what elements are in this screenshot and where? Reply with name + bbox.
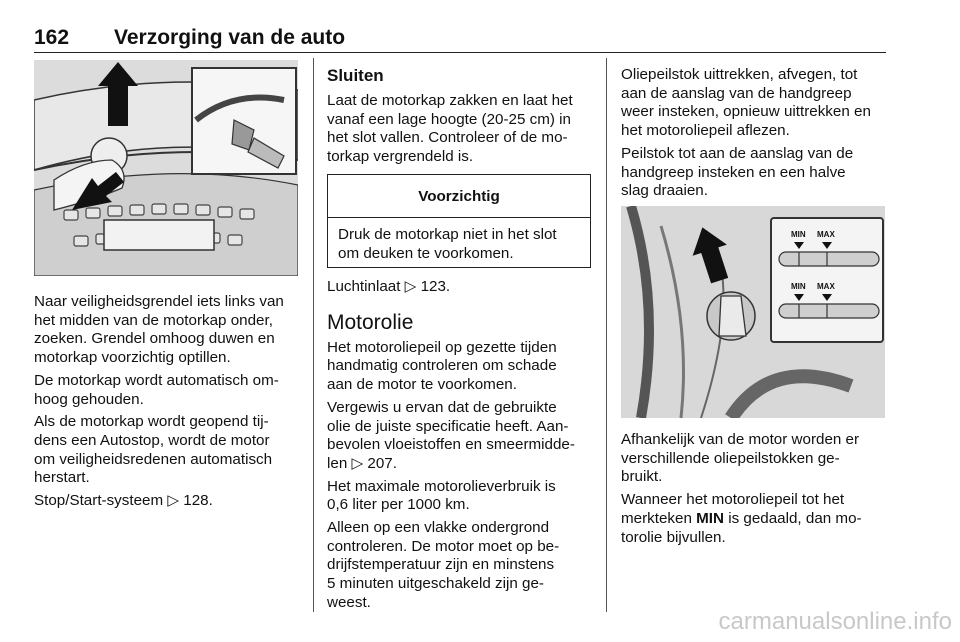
column-3-top [621, 66, 889, 201]
paragraph-min-mark [621, 491, 889, 547]
min-mark-word: MIN [696, 509, 724, 527]
caution-box [327, 174, 591, 268]
section-title-sluiten: Sluiten [327, 66, 384, 85]
hood-latch-illustration [34, 60, 298, 276]
dipstick-illustration [621, 206, 885, 418]
text-fragment: Wanneer het motoroliepeil tot het merkteken [621, 491, 845, 527]
column-3-bottom [621, 431, 889, 547]
caution-title: Voorzichtig [328, 175, 590, 218]
header-rule [34, 52, 886, 53]
column-2 [327, 66, 597, 167]
text-fragment: is gedaald, dan mo- torolie bijvullen. [621, 509, 862, 546]
cross-reference-stop-start: Stop/Start-systeem ▷ 128. [34, 492, 213, 510]
paragraph: De motorkap wordt automatisch om- hoog gehouden. [34, 371, 279, 408]
paragraph: Vergewis u ervan dat de gebruikte olie de juiste specificatie heeft. Aan- bevolen vloeistoffen en smeermidde- len ▷ 207. [327, 398, 575, 472]
paragraph: Het motoroliepeil op gezette tijden handmatig controleren om schade aan de motor te voorkomen. [327, 338, 557, 394]
paragraph: Het maximale motorolieverbruik is 0,6 liter per 1000 km. [327, 477, 556, 514]
column-1-text [34, 293, 306, 511]
cross-reference-luchtinlaat: Luchtinlaat ▷ 123. [327, 278, 451, 295]
column-divider-2 [606, 58, 607, 612]
min-label-bottom: MIN [791, 282, 806, 291]
paragraph: Oliepeilstok uittrekken, afvegen, tot aan de aanslag van de handgreep weer insteken, opnieuw uittrekken en het motoroliepeil aflezen. [621, 66, 871, 140]
max-label-top: MAX [817, 230, 835, 239]
min-label-top: MIN [791, 230, 806, 239]
paragraph: Naar veiligheidsgrendel iets links van het midden van de motorkap onder, zoeken. Grendel omhoog duwen en motorkap voorzichtig optillen. [34, 293, 284, 367]
watermark: carmanualsonline.info [718, 608, 952, 635]
page-number: 162 [34, 26, 70, 49]
caution-text: Druk de motorkap niet in het slot om deuken te voorkomen. [338, 226, 557, 262]
chapter-title: Verzorging van de auto [114, 26, 346, 49]
column-2-lower [327, 278, 601, 613]
page-header [34, 26, 886, 52]
column-divider-1 [313, 58, 314, 612]
paragraph: Laat de motorkap zakken en laat het vanaf een lage hoogte (20-25 cm) in het slot vallen. Controleer of de mo- torkap vergrendeld is. [327, 92, 573, 166]
paragraph: Afhankelijk van de motor worden er verschillende oliepeilstokken ge- bruikt. [621, 431, 860, 486]
section-title-motorolie: Motorolie [327, 310, 414, 334]
paragraph: Peilstok tot aan de aanslag van de handgreep insteken en een halve slag draaien. [621, 144, 854, 200]
paragraph: Alleen op een vlakke ondergrond controleren. De motor moet op be- drijfstemperatuur zijn en minstens 5 minuten uitgeschakeld zijn ge- weest. [327, 519, 560, 611]
max-label-bottom: MAX [817, 282, 835, 291]
paragraph: Als de motorkap wordt geopend tij- dens een Autostop, wordt de motor om veiligheidsredenen automatisch herstart. [34, 413, 273, 487]
